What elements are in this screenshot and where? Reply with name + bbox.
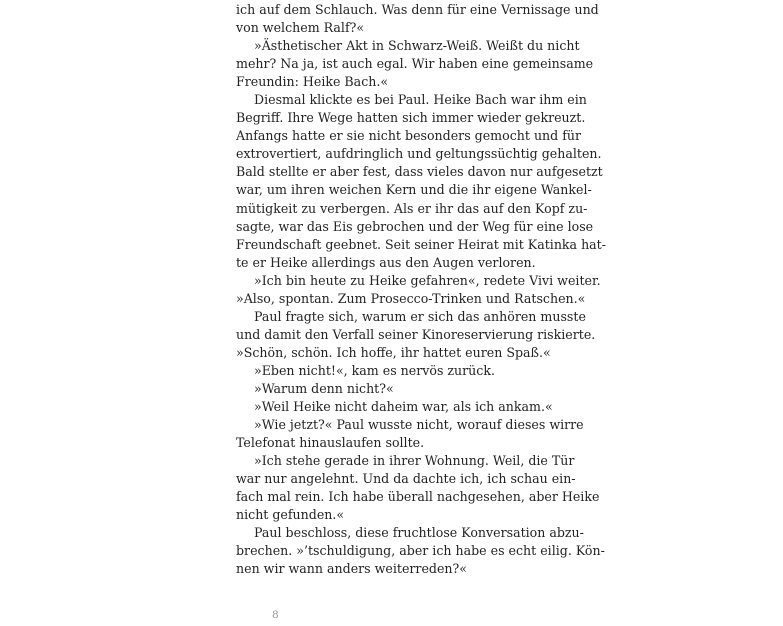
- body-text: [236, 1, 607, 579]
- text-line: und damit den Verfall seiner Kinoreservierung riskierte.: [236, 326, 596, 342]
- text-line: nicht gefunden.«: [236, 507, 345, 523]
- text-line: war nur angelehnt. Und da dachte ich, ich schau ein-: [236, 471, 576, 487]
- text-line: ich auf dem Schlauch. Was denn für eine Vernissage und: [236, 2, 599, 17]
- text-line: Freundin: Heike Bach.«: [236, 74, 389, 90]
- text-line: mehr? Na ja, ist auch egal. Wir haben eine gemeinsame: [236, 56, 594, 72]
- text-line: »Eben nicht!«, kam es nervös zurück.: [254, 362, 495, 378]
- text-line: extrovertiert, aufdringlich und geltungssüchtig gehalten.: [236, 146, 602, 162]
- text-line: »Ich stehe gerade in ihrer Wohnung. Weil, die Tür: [254, 453, 575, 469]
- text-line: Paul fragte sich, warum er sich das anhören musste: [254, 308, 586, 324]
- text-line: nen wir wann anders weiterreden?«: [236, 561, 467, 577]
- text-line: »Schön, schön. Ich hoffe, ihr hattet euren Spaß.«: [236, 344, 551, 360]
- text-line: war, um ihren weichen Kern und die ihr eigene Wankel-: [236, 182, 592, 198]
- text-line: von welchem Ralf?«: [236, 20, 365, 36]
- text-line: sagte, war das Eis gebrochen und der Weg für eine lose: [236, 218, 594, 234]
- page-number: 8: [272, 609, 279, 621]
- text-line: »Warum denn nicht?«: [254, 380, 394, 396]
- text-line: »Also, spontan. Zum Prosecco-Trinken und Ratschen.«: [236, 290, 586, 306]
- text-line: Paul beschloss, diese fruchtlose Konversation abzu-: [254, 525, 584, 541]
- text-line: mütigkeit zu verbergen. Als er ihr das auf den Kopf zu-: [236, 200, 588, 216]
- text-line: »Ästhetischer Akt in Schwarz-Weiß. Weißt du nicht: [254, 38, 580, 54]
- text-line: Begriff. Ihre Wege hatten sich immer wieder gekreuzt.: [236, 110, 586, 126]
- text-line: Anfangs hatte er sie nicht besonders gemocht und für: [236, 128, 582, 144]
- text-line: brechen. »’tschuldigung, aber ich habe es echt eilig. Kön-: [236, 543, 605, 559]
- text-line: Freundschaft geebnet. Seit seiner Heirat mit Katinka hat-: [236, 236, 607, 252]
- text-line: Telefonat hinauslaufen sollte.: [236, 435, 425, 451]
- text-line: fach mal rein. Ich habe überall nachgesehen, aber Heike: [236, 489, 600, 505]
- text-line: »Ich bin heute zu Heike gefahren«, redete Vivi weiter.: [254, 272, 601, 288]
- text-line: te er Heike allerdings aus den Augen verloren.: [236, 254, 536, 270]
- text-line: Diesmal klickte es bei Paul. Heike Bach war ihm ein: [254, 92, 587, 108]
- text-line: »Weil Heike nicht daheim war, als ich ankam.«: [254, 399, 553, 415]
- text-line: Bald stellte er aber fest, dass vieles davon nur aufgesetzt: [236, 164, 603, 180]
- text-line: »Wie jetzt?« Paul wusste nicht, worauf dieses wirre: [254, 417, 584, 433]
